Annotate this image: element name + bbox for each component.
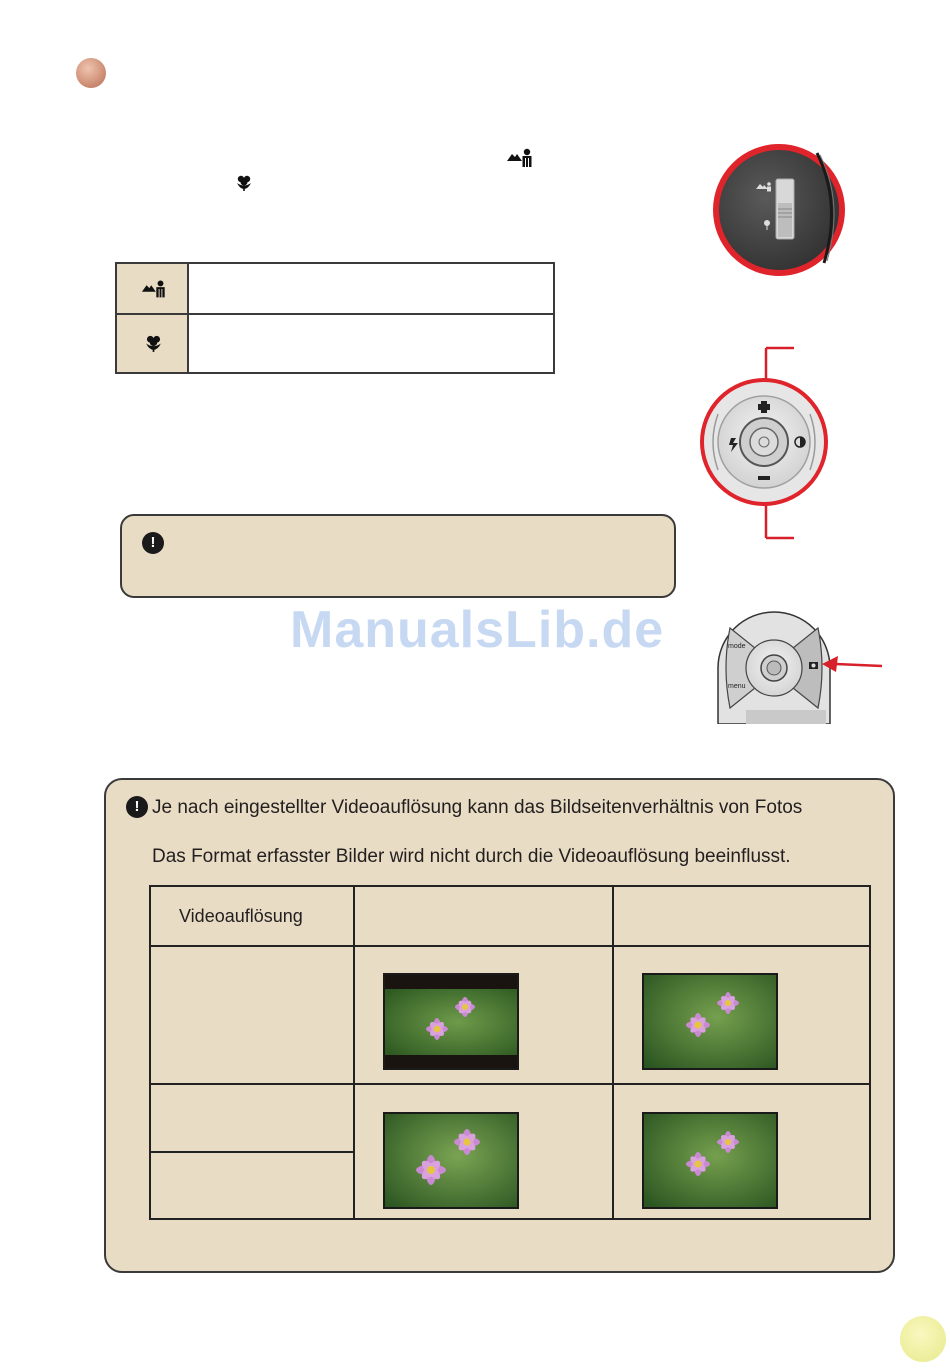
exclamation-icon: ! [142,532,164,554]
camera-dial-image [698,344,838,544]
mode-label: mode [728,643,746,650]
note-box [120,514,676,598]
page-number-badge [900,1316,946,1362]
watermark-text: ManualsLib.de [290,601,665,659]
flower-photo-letterbox [383,973,519,1070]
header-cell-col3 [612,885,871,947]
note-line-2: Das Format erfasster Bilder wird nicht durch die Videoauflösung beeinflusst. [152,846,791,867]
exclamation-icon: ! [126,796,148,818]
icon-cell [117,315,189,372]
camera-back-image [712,606,884,724]
header-label: Videoauflösung [179,906,303,926]
section-bullet [76,58,106,88]
resolution-table [149,885,871,1220]
table-cell [149,1083,355,1153]
table-row-landscape [117,264,553,315]
table-cell [149,1151,355,1220]
header-cell-col2 [353,885,614,947]
landscape-portrait-icon [141,279,167,299]
note-line-1: Je nach eingestellter Videoauflösung kann das Bildseitenverhältnis von Fotos [152,797,803,818]
table-row-macro [117,315,553,372]
landscape-portrait-icon [506,148,534,168]
flower-photo-4-3-b [642,1112,778,1209]
header-cell-resolution [149,885,355,947]
flower-photo-full [383,1112,519,1209]
table-cell [149,945,355,1085]
macro-flower-icon [144,334,163,353]
menu-label: menu [728,683,746,690]
icon-cell [117,264,189,313]
flower-photo-4-3 [642,973,778,1070]
camera-switch-closeup-image [712,143,848,277]
scene-mode-table [115,262,555,374]
macro-flower-icon [235,174,253,192]
